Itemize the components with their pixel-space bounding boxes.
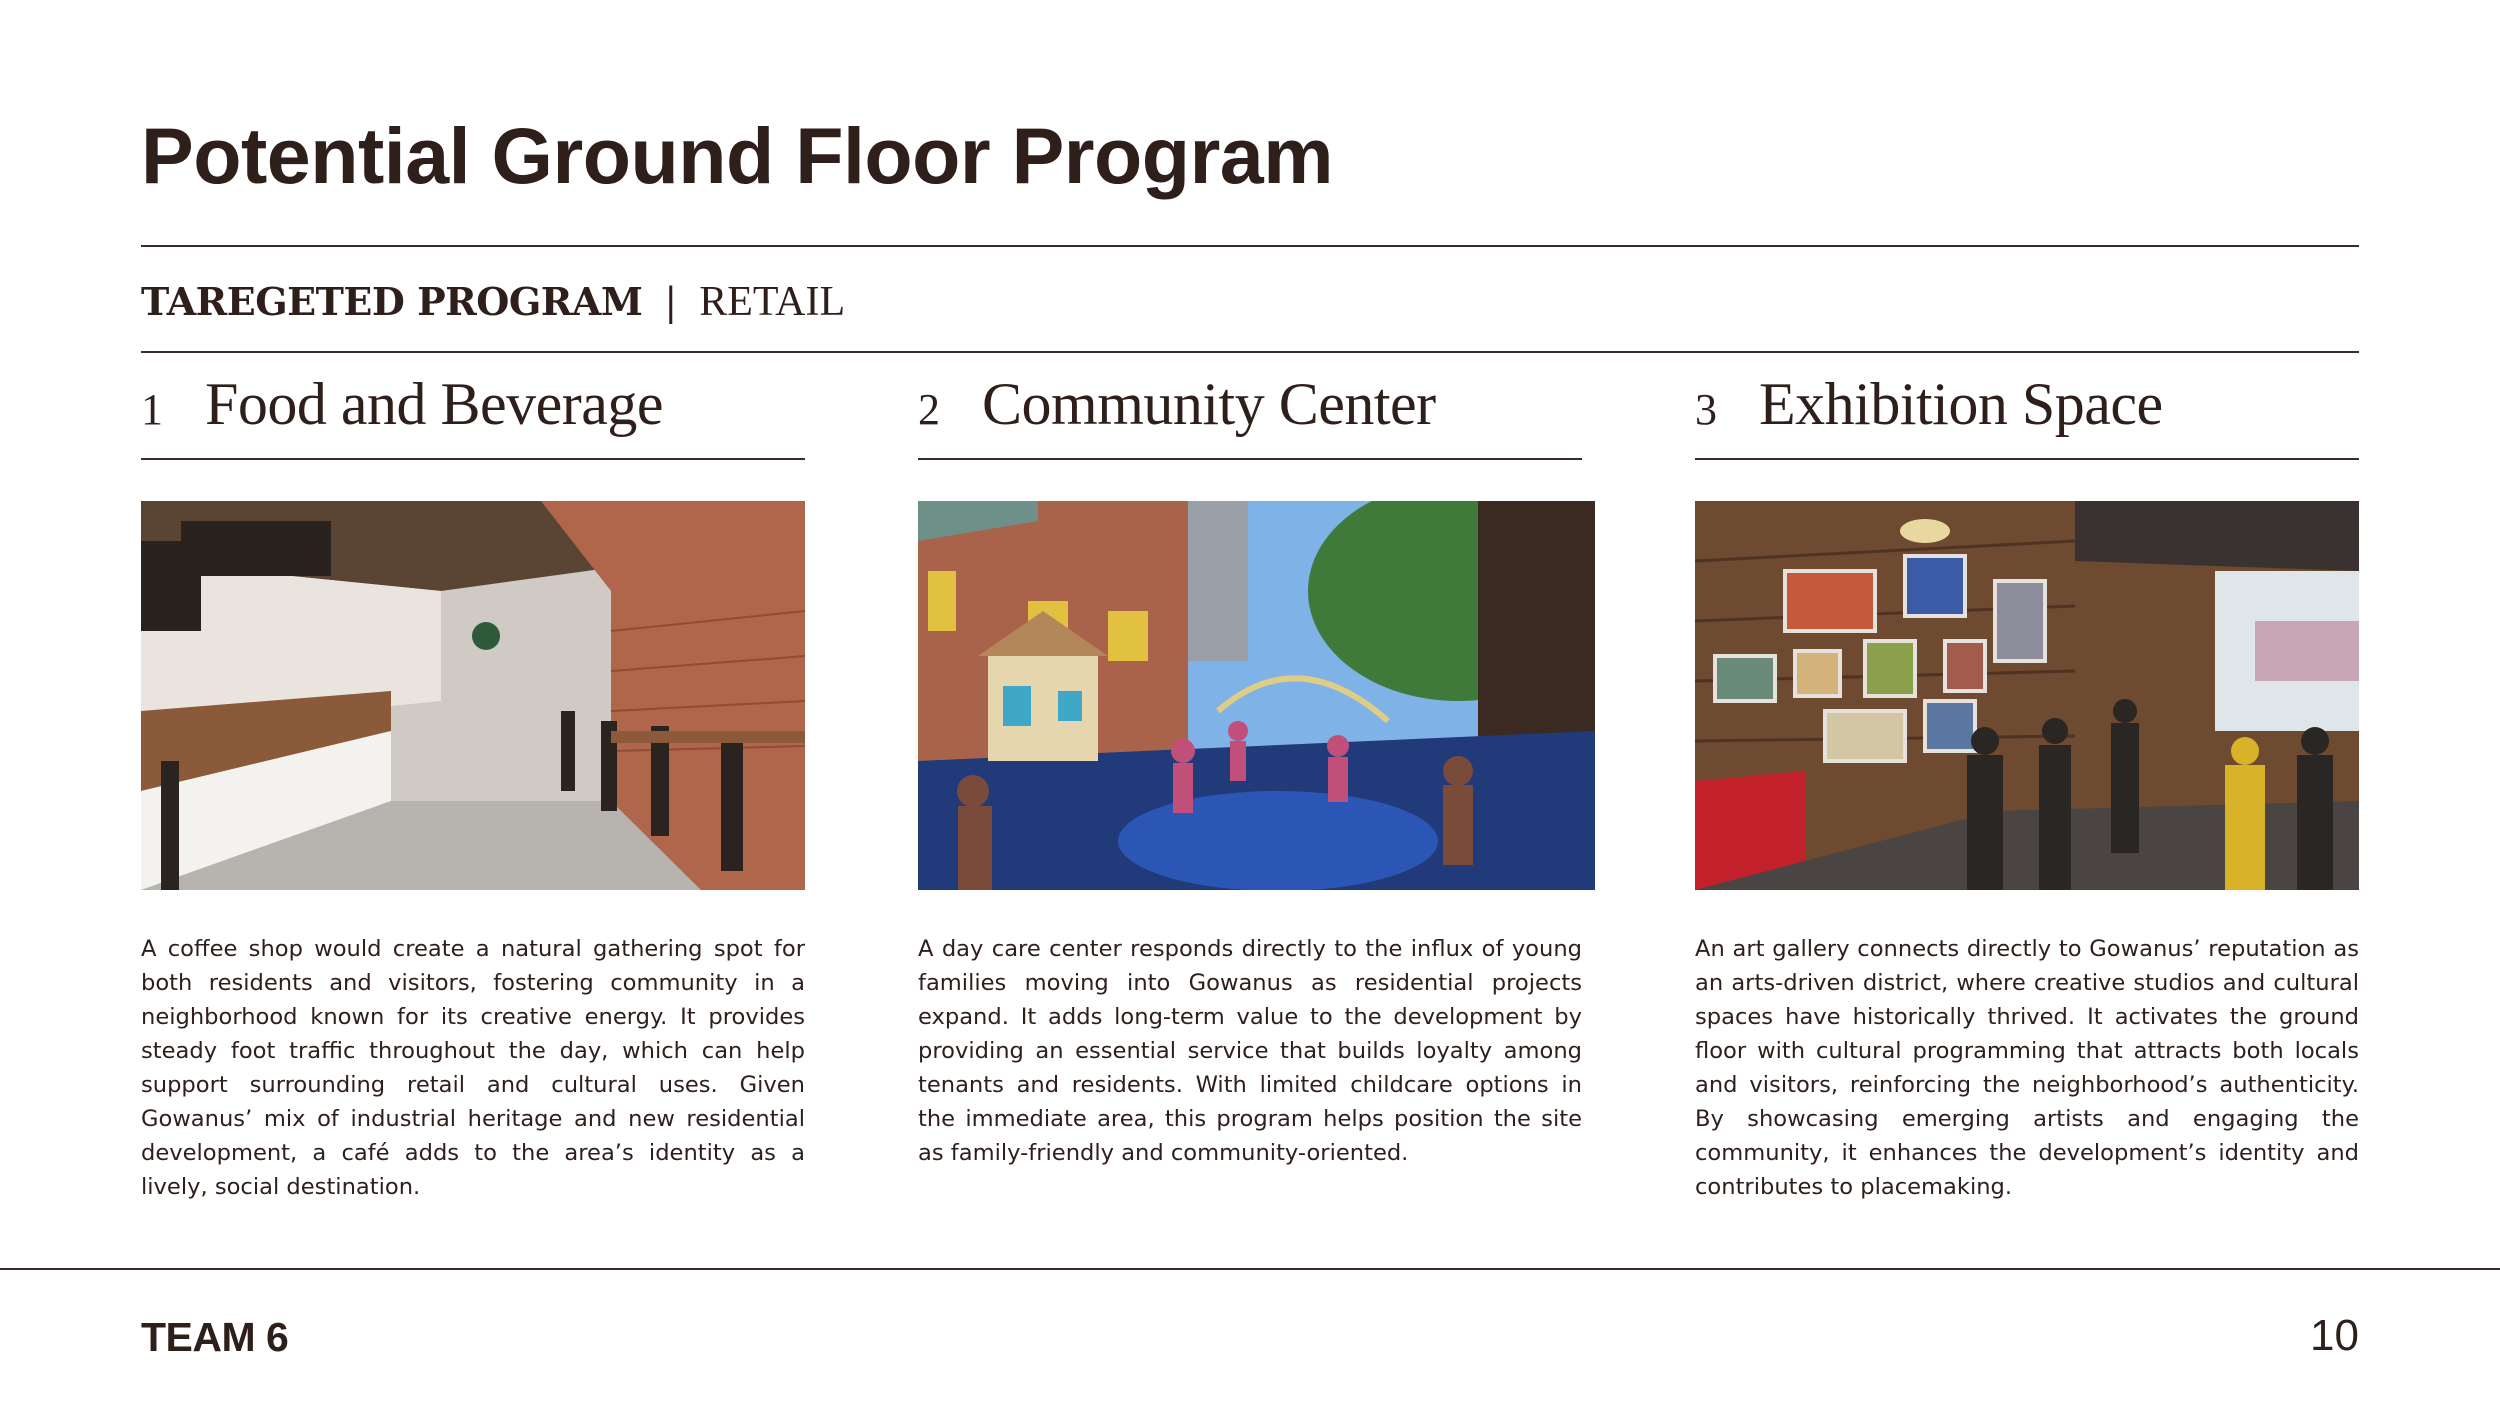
- page-title: Potential Ground Floor Program: [141, 111, 1333, 200]
- program-value: RETAIL: [699, 279, 846, 325]
- gallery-photo: [1695, 501, 2359, 890]
- program-label: TAREGETED PROGRAM: [141, 279, 643, 324]
- column-title: Exhibition Space: [1759, 371, 2163, 437]
- column-description: An art gallery connects directly to Gowanus’ reputation as an arts-driven district, where creative studios and cultural spaces have historically thrived. It activates the ground floor with cultural programming that attracts both locals and visitors, reinforcing the neighborhood’s authenticity. By showcasing emerging artists and engaging the community, it enhances the development’s identity and contributes to placemaking.: [1695, 936, 2359, 1200]
- playground-image: [918, 501, 1595, 890]
- title-divider: [141, 245, 2359, 247]
- program-line: [141, 278, 845, 326]
- program-column-exhibition-space: [1695, 370, 2359, 1200]
- column-title: Community Center: [982, 371, 1436, 437]
- column-description: A coffee shop would create a natural gathering spot for both residents and visitors, fostering community in a neighborhood known for its creative energy. It provides steady foot traffic throughout the day, which can help support surrounding retail and cultural uses. Given Gowanus’ mix of industrial heritage and new residential development, a café adds to the area’s identity as a lively, social destination.: [141, 936, 805, 1200]
- footer-team-label: TEAM 6: [141, 1314, 289, 1360]
- column-heading: [918, 370, 1582, 460]
- column-heading: [141, 370, 805, 460]
- program-separator: |: [664, 280, 678, 324]
- column-description: A day care center responds directly to the influx of young families moving into Gowanus as residential projects expand. It adds long-term value to the development by providing an essential service that builds loyalty among tenants and residents. With limited childcare options in the immediate area, this program helps position the site as family-friendly and community-oriented.: [918, 936, 1582, 1166]
- coffee-shop-image: [141, 501, 805, 890]
- page-number: 10: [2310, 1311, 2359, 1360]
- footer-divider: [0, 1268, 2500, 1270]
- column-title: Food and Beverage: [205, 371, 664, 437]
- program-column-community-center: [918, 370, 1582, 1166]
- playground-photo: [918, 501, 1595, 890]
- gallery-image: [1695, 501, 2359, 890]
- column-number: 1: [141, 385, 163, 434]
- coffee-shop-photo: [141, 501, 805, 890]
- column-number: 3: [1695, 385, 1717, 434]
- column-number: 2: [918, 385, 940, 434]
- column-heading: [1695, 370, 2359, 460]
- program-column-food-beverage: [141, 370, 805, 1200]
- program-divider: [141, 351, 2359, 353]
